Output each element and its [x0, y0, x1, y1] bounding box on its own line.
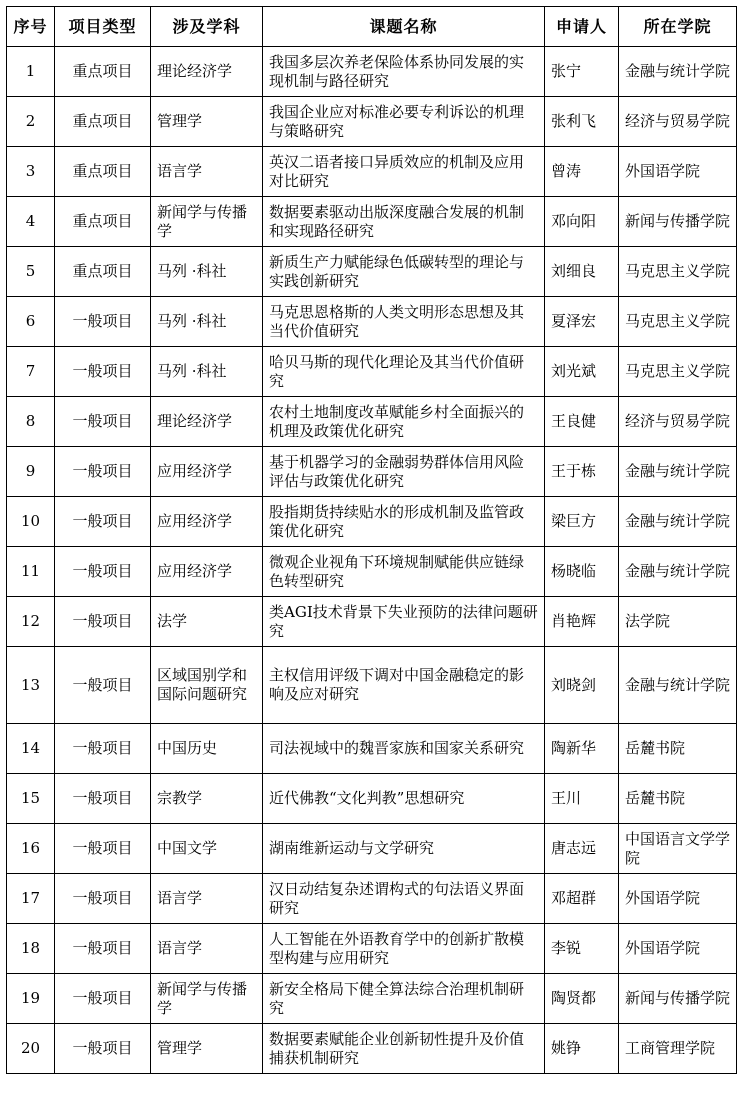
table-body [7, 47, 737, 1074]
cell-applicant: 梁巨方 [545, 497, 619, 547]
cell-applicant: 陶贤都 [545, 974, 619, 1024]
cell-index: 5 [7, 247, 55, 297]
cell-discipline: 区域国别学和国际问题研究 [151, 647, 263, 724]
cell-applicant: 王良健 [545, 397, 619, 447]
cell-applicant: 刘细良 [545, 247, 619, 297]
table-row [7, 47, 737, 97]
cell-project-type: 一般项目 [55, 1024, 151, 1074]
cell-project-type: 一般项目 [55, 447, 151, 497]
cell-college: 法学院 [619, 597, 737, 647]
cell-index: 9 [7, 447, 55, 497]
cell-topic: 类AGI技术背景下失业预防的法律问题研究 [263, 597, 545, 647]
table-row [7, 297, 737, 347]
cell-project-type: 一般项目 [55, 597, 151, 647]
cell-topic: 司法视域中的魏晋家族和国家关系研究 [263, 724, 545, 774]
cell-project-type: 一般项目 [55, 774, 151, 824]
table-row [7, 824, 737, 874]
cell-index: 18 [7, 924, 55, 974]
cell-college: 新闻与传播学院 [619, 974, 737, 1024]
cell-index: 20 [7, 1024, 55, 1074]
cell-project-type: 一般项目 [55, 347, 151, 397]
table-row [7, 447, 737, 497]
cell-discipline: 语言学 [151, 924, 263, 974]
cell-applicant: 陶新华 [545, 724, 619, 774]
cell-college: 外国语学院 [619, 924, 737, 974]
header-topic: 课题名称 [263, 7, 545, 47]
cell-topic: 马克思恩格斯的人类文明形态思想及其当代价值研究 [263, 297, 545, 347]
cell-project-type: 一般项目 [55, 874, 151, 924]
cell-applicant: 唐志远 [545, 824, 619, 874]
cell-topic: 人工智能在外语教育学中的创新扩散模型构建与应用研究 [263, 924, 545, 974]
cell-discipline: 宗教学 [151, 774, 263, 824]
cell-discipline: 理论经济学 [151, 47, 263, 97]
cell-applicant: 李锐 [545, 924, 619, 974]
cell-applicant: 姚铮 [545, 1024, 619, 1074]
header-index: 序号 [7, 7, 55, 47]
cell-project-type: 重点项目 [55, 247, 151, 297]
cell-index: 12 [7, 597, 55, 647]
table-row [7, 597, 737, 647]
cell-topic: 新安全格局下健全算法综合治理机制研究 [263, 974, 545, 1024]
table-row [7, 1024, 737, 1074]
cell-college: 马克思主义学院 [619, 297, 737, 347]
cell-college: 外国语学院 [619, 147, 737, 197]
cell-discipline: 中国文学 [151, 824, 263, 874]
cell-discipline: 应用经济学 [151, 547, 263, 597]
cell-topic: 近代佛教“文化判教”思想研究 [263, 774, 545, 824]
cell-discipline: 法学 [151, 597, 263, 647]
table-row [7, 97, 737, 147]
cell-discipline: 应用经济学 [151, 447, 263, 497]
header-row [7, 7, 737, 47]
table-row [7, 247, 737, 297]
cell-index: 14 [7, 724, 55, 774]
table-row [7, 197, 737, 247]
cell-applicant: 王于栋 [545, 447, 619, 497]
cell-project-type: 一般项目 [55, 974, 151, 1024]
cell-index: 10 [7, 497, 55, 547]
cell-college: 马克思主义学院 [619, 247, 737, 297]
cell-topic: 数据要素赋能企业创新韧性提升及价值捕获机制研究 [263, 1024, 545, 1074]
cell-project-type: 重点项目 [55, 147, 151, 197]
cell-index: 19 [7, 974, 55, 1024]
project-table [6, 6, 737, 1074]
table-row [7, 397, 737, 447]
table-row [7, 724, 737, 774]
table-row [7, 647, 737, 724]
cell-topic: 我国企业应对标准必要专利诉讼的机理与策略研究 [263, 97, 545, 147]
cell-discipline: 语言学 [151, 147, 263, 197]
cell-project-type: 重点项目 [55, 97, 151, 147]
cell-project-type: 一般项目 [55, 397, 151, 447]
cell-discipline: 管理学 [151, 1024, 263, 1074]
table-row [7, 924, 737, 974]
cell-index: 13 [7, 647, 55, 724]
cell-applicant: 夏泽宏 [545, 297, 619, 347]
table-row [7, 874, 737, 924]
cell-discipline: 马列 ·科社 [151, 347, 263, 397]
cell-project-type: 一般项目 [55, 824, 151, 874]
cell-topic: 新质生产力赋能绿色低碳转型的理论与实践创新研究 [263, 247, 545, 297]
cell-college: 外国语学院 [619, 874, 737, 924]
cell-discipline: 中国历史 [151, 724, 263, 774]
cell-applicant: 王川 [545, 774, 619, 824]
cell-applicant: 刘光斌 [545, 347, 619, 397]
cell-college: 金融与统计学院 [619, 47, 737, 97]
header-discipline: 涉及学科 [151, 7, 263, 47]
cell-topic: 农村土地制度改革赋能乡村全面振兴的机理及政策优化研究 [263, 397, 545, 447]
cell-topic: 我国多层次养老保险体系协同发展的实现机制与路径研究 [263, 47, 545, 97]
table-row [7, 347, 737, 397]
header-applicant: 申请人 [545, 7, 619, 47]
cell-applicant: 邓向阳 [545, 197, 619, 247]
cell-college: 工商管理学院 [619, 1024, 737, 1074]
cell-discipline: 新闻学与传播学 [151, 974, 263, 1024]
cell-discipline: 管理学 [151, 97, 263, 147]
cell-index: 16 [7, 824, 55, 874]
cell-applicant: 张利飞 [545, 97, 619, 147]
cell-college: 中国语言文学学院 [619, 824, 737, 874]
cell-college: 金融与统计学院 [619, 647, 737, 724]
cell-applicant: 肖艳辉 [545, 597, 619, 647]
cell-applicant: 张宁 [545, 47, 619, 97]
cell-topic: 哈贝马斯的现代化理论及其当代价值研究 [263, 347, 545, 397]
cell-project-type: 一般项目 [55, 724, 151, 774]
cell-topic: 数据要素驱动出版深度融合发展的机制和实现路径研究 [263, 197, 545, 247]
cell-college: 经济与贸易学院 [619, 397, 737, 447]
cell-discipline: 新闻学与传播学 [151, 197, 263, 247]
cell-project-type: 一般项目 [55, 297, 151, 347]
cell-college: 岳麓书院 [619, 724, 737, 774]
cell-applicant: 刘晓剑 [545, 647, 619, 724]
cell-index: 1 [7, 47, 55, 97]
cell-college: 金融与统计学院 [619, 547, 737, 597]
cell-project-type: 一般项目 [55, 924, 151, 974]
cell-discipline: 语言学 [151, 874, 263, 924]
cell-college: 新闻与传播学院 [619, 197, 737, 247]
cell-index: 15 [7, 774, 55, 824]
cell-topic: 股指期货持续贴水的形成机制及监管政策优化研究 [263, 497, 545, 547]
cell-topic: 微观企业视角下环境规制赋能供应链绿色转型研究 [263, 547, 545, 597]
cell-discipline: 理论经济学 [151, 397, 263, 447]
cell-index: 7 [7, 347, 55, 397]
cell-project-type: 重点项目 [55, 197, 151, 247]
cell-topic: 基于机器学习的金融弱势群体信用风险评估与政策优化研究 [263, 447, 545, 497]
cell-college: 经济与贸易学院 [619, 97, 737, 147]
cell-project-type: 一般项目 [55, 497, 151, 547]
cell-project-type: 一般项目 [55, 647, 151, 724]
header-project-type: 项目类型 [55, 7, 151, 47]
cell-topic: 湖南维新运动与文学研究 [263, 824, 545, 874]
cell-college: 金融与统计学院 [619, 447, 737, 497]
table-row [7, 974, 737, 1024]
header-college: 所在学院 [619, 7, 737, 47]
cell-topic: 主权信用评级下调对中国金融稳定的影响及应对研究 [263, 647, 545, 724]
cell-college: 金融与统计学院 [619, 497, 737, 547]
table-row [7, 147, 737, 197]
cell-college: 马克思主义学院 [619, 347, 737, 397]
table-row [7, 497, 737, 547]
cell-applicant: 曾涛 [545, 147, 619, 197]
cell-index: 17 [7, 874, 55, 924]
cell-discipline: 马列 ·科社 [151, 297, 263, 347]
cell-college: 岳麓书院 [619, 774, 737, 824]
cell-index: 6 [7, 297, 55, 347]
table-row [7, 774, 737, 824]
cell-topic: 英汉二语者接口异质效应的机制及应用对比研究 [263, 147, 545, 197]
cell-index: 8 [7, 397, 55, 447]
cell-project-type: 重点项目 [55, 47, 151, 97]
cell-topic: 汉日动结复杂述谓构式的句法语义界面研究 [263, 874, 545, 924]
cell-discipline: 马列 ·科社 [151, 247, 263, 297]
cell-discipline: 应用经济学 [151, 497, 263, 547]
cell-applicant: 邓超群 [545, 874, 619, 924]
table-row [7, 547, 737, 597]
cell-applicant: 杨晓临 [545, 547, 619, 597]
cell-project-type: 一般项目 [55, 547, 151, 597]
cell-index: 3 [7, 147, 55, 197]
cell-index: 11 [7, 547, 55, 597]
cell-index: 4 [7, 197, 55, 247]
cell-index: 2 [7, 97, 55, 147]
